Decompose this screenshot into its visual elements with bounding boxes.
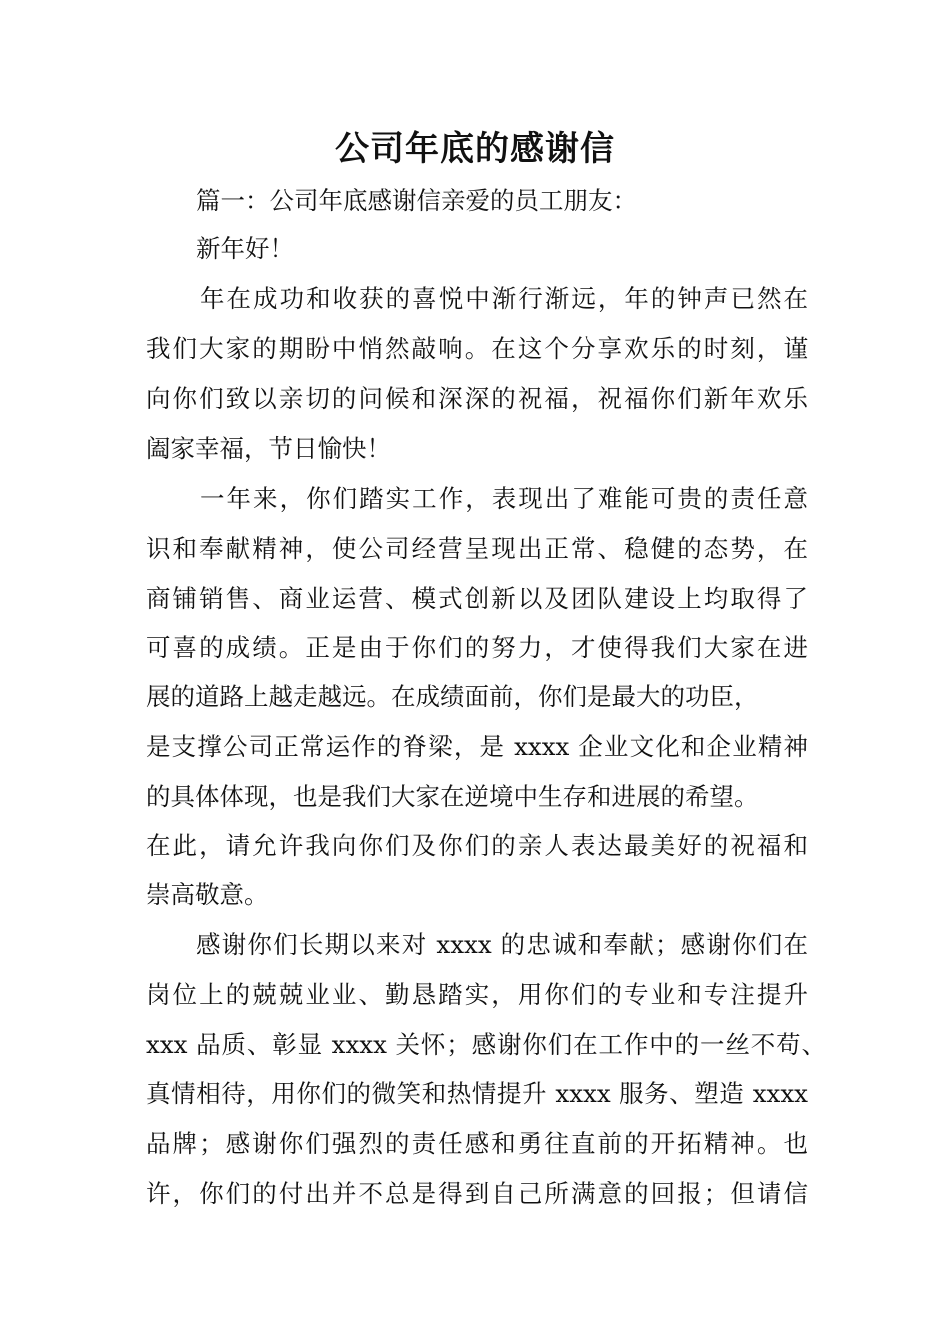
text-line: 感谢你们长期以来对 xxxx 的忠诚和奉献；感谢你们在 — [196, 930, 808, 959]
text-line: 崇高敬意。 — [146, 880, 269, 909]
text-line: 真情相待，用你们的微笑和热情提升 xxxx 服务、塑造 xxxx — [146, 1079, 808, 1108]
text-line: 识和奉献精神，使公司经营呈现出正常、稳健的态势，在 — [146, 534, 808, 563]
text-line: xxx 品质、彰显 xxxx 关怀；感谢你们在工作中的一丝不苟、 — [146, 1030, 826, 1059]
text-line: 一年来，你们踏实工作，表现出了难能可贵的责任意 — [200, 484, 808, 513]
text-line: 是支撑公司正常运作的脊梁，是 xxxx 企业文化和企业精神 — [146, 732, 808, 761]
text-line: 新年好！ — [196, 234, 294, 263]
text-line: 展的道路上越走越远。在成绩面前，你们是最大的功臣， — [146, 682, 759, 711]
text-line: 品牌；感谢你们强烈的责任感和勇往直前的开拓精神。也 — [146, 1129, 808, 1158]
text-line: 篇一：公司年底感谢信亲爱的员工朋友： — [196, 186, 637, 215]
text-line: 阖家幸福，节日愉快！ — [146, 434, 391, 463]
text-line: 向你们致以亲切的问候和深深的祝福，祝福你们新年欢乐 — [146, 384, 808, 413]
text-line: 年在成功和收获的喜悦中渐行渐远，年的钟声已然在 — [200, 284, 808, 313]
text-line: 在此，请允许我向你们及你们的亲人表达最美好的祝福和 — [146, 831, 808, 860]
document-title: 公司年底的感谢信 — [335, 129, 615, 169]
text-line: 许，你们的付出并不总是得到自己所满意的回报；但请信 — [146, 1179, 808, 1208]
text-line: 可喜的成绩。正是由于你们的努力，才使得我们大家在进 — [146, 633, 808, 662]
text-line: 我们大家的期盼中悄然敲响。在这个分享欢乐的时刻，谨 — [146, 334, 808, 363]
text-line: 商铺销售、商业运营、模式创新以及团队建设上均取得了 — [146, 584, 808, 613]
text-line: 的具体体现，也是我们大家在逆境中生存和进展的希望。 — [146, 782, 759, 811]
text-line: 岗位上的兢兢业业、勤恳踏实，用你们的专业和专注提升 — [146, 980, 808, 1009]
